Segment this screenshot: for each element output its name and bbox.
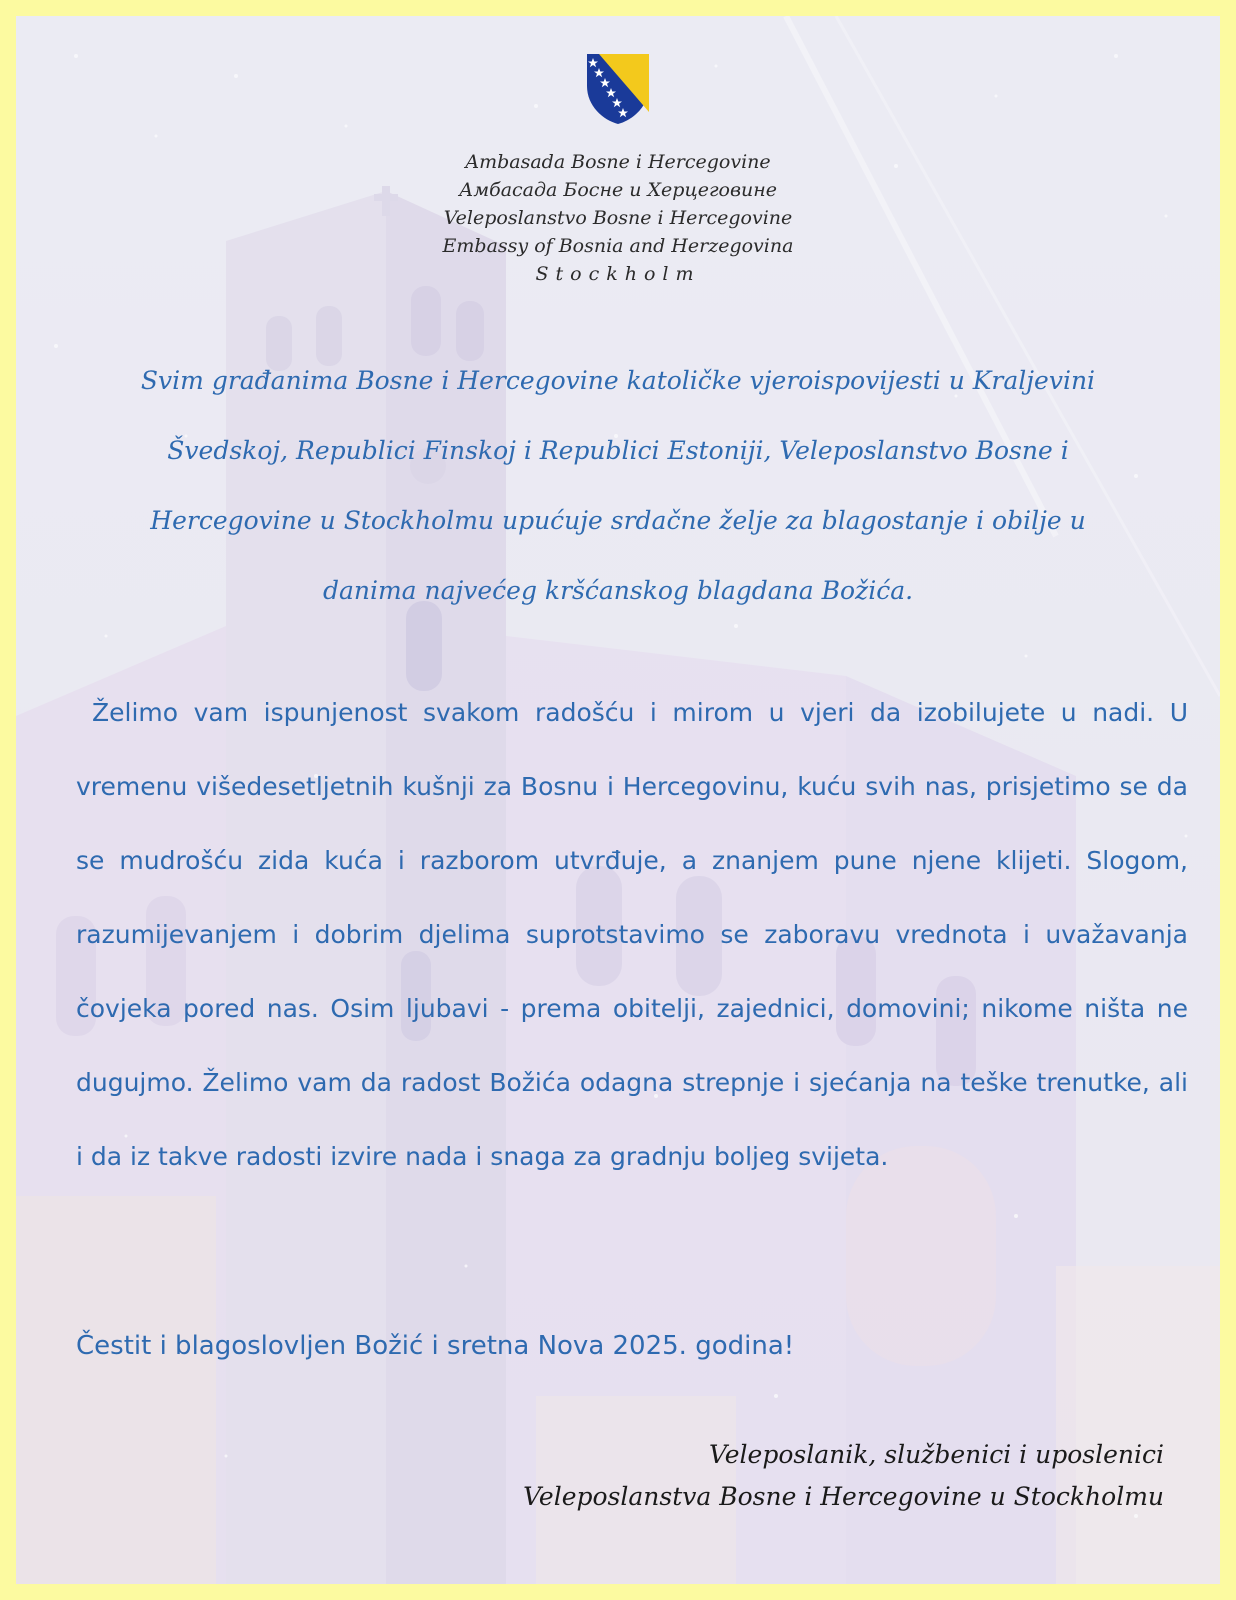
embassy-name-english: Embassy of Bosnia and Herzegovina [442, 235, 794, 257]
greeting-line: Hercegovine u Stockholmu upućuje srdačne želje za blagostanje i obilje u [150, 506, 1086, 535]
message-body [76, 676, 1188, 1194]
embassy-name-cyrillic: Амбасада Босне и Херцеговине [458, 179, 778, 201]
embassy-header [16, 52, 1220, 288]
greeting-line: Svim građanima Bosne i Hercegovine katoličke vjeroispovijesti u Kraljevini [140, 366, 1096, 395]
signature-line: Veleposlanstva Bosne i Hercegovine u Stockholmu [523, 1482, 1164, 1511]
message-paragraph: Želimo vam ispunjenost svakom radošću i mirom u vjeri da izobilujete u nadi. U vremenu višedesetljetnih kušnji za Bosnu i Hercegovinu, kuću svih nas, prisjetimo se da se mudrošću zida kuća i razborom utvrđuje, a znanjem pune njene klijeti. Slogom, razumijevanjem i dobrim djelima suprotstavimo se zaboravu vrednota i uvažavanja čovjeka pored nas. Osim ljubavi - prema obitelji, zajednici, domovini; nikome ništa ne dugujmo. Želimo vam da radost Božića odagna strepnje i sjećanja na teške trenutke, ali i da iz takve radosti izvire nada i snaga za gradnju boljeg svijeta. [76, 698, 1188, 1171]
greeting-line: Švedskoj, Republici Finskoj i Republici Estoniji, Veleposlanstvo Bosne i [167, 436, 1069, 465]
greeting-card [16, 16, 1220, 1584]
embassy-city: Stockholm [535, 263, 701, 285]
greeting-paragraph [106, 346, 1130, 626]
signature-line: Veleposlanik, službenici i uposlenici [708, 1440, 1164, 1469]
embassy-name-bosnian: Ambasada Bosne i Hercegovine [465, 151, 771, 173]
closing-wish: Čestit i blagoslovljen Božić i sretna Nova 2025. godina! [76, 1331, 795, 1361]
embassy-name-croatian: Veleposlanstvo Bosne i Hercegovine [443, 207, 793, 229]
greeting-line: danima najvećeg kršćanskog blagdana Božića. [322, 576, 914, 605]
signature-block [523, 1434, 1164, 1518]
coat-of-arms-icon [585, 52, 651, 126]
embassy-name-block [16, 148, 1220, 288]
